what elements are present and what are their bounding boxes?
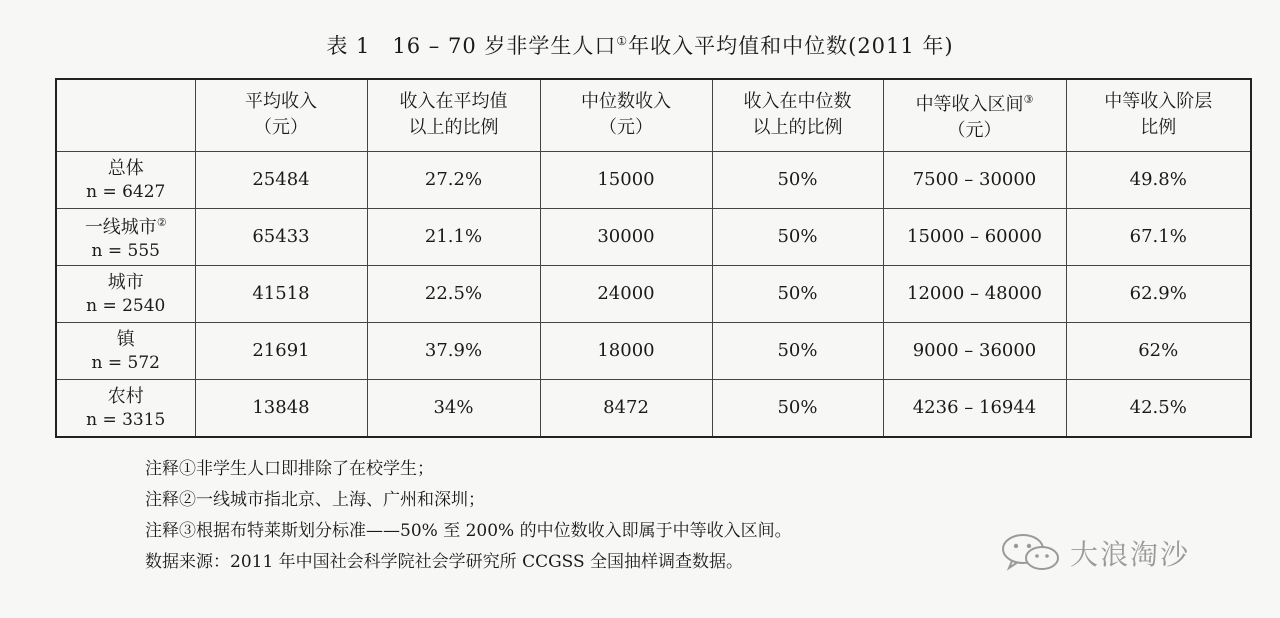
table-row: [56, 380, 1251, 437]
title-footnote-mark: ①: [616, 34, 629, 48]
row-header: [56, 323, 195, 380]
cell-middle-range: 12000 – 48000: [883, 265, 1066, 322]
income-table: [55, 78, 1252, 438]
cell-above-mean: 37.9%: [367, 323, 540, 380]
cell-above-mean: 27.2%: [367, 151, 540, 208]
header-line-1: 收入在中位数: [743, 91, 852, 113]
table-row: [56, 208, 1251, 265]
cell-above-mean: 34%: [367, 380, 540, 437]
cell-mean-income: 41518: [195, 265, 367, 322]
table-row: [56, 151, 1251, 208]
cell-middle-class-share: 62%: [1066, 323, 1251, 380]
row-name: 农村: [107, 386, 144, 408]
row-name: 城市: [107, 271, 144, 293]
header-line-1: 中等收入阶层: [1104, 91, 1213, 113]
cell-above-median: 50%: [712, 323, 883, 380]
header-cell-middle-class-share: [1066, 79, 1251, 151]
cell-above-median: 50%: [712, 380, 883, 437]
cell-middle-class-share: 42.5%: [1066, 380, 1251, 437]
row-header: [56, 151, 195, 208]
table-notes: [145, 454, 792, 578]
header-cell-above-mean: [367, 79, 540, 151]
header-line-1: [884, 87, 1066, 118]
row-name: 一线城市: [84, 217, 157, 239]
watermark: [1000, 532, 1190, 574]
cell-middle-range: 7500 – 30000: [883, 151, 1066, 208]
header-line-2: （元）: [254, 117, 308, 139]
cell-above-median: 50%: [712, 151, 883, 208]
cell-median-income: 15000: [540, 151, 712, 208]
header-line-2: 以上的比例: [752, 117, 843, 139]
row-header: [56, 208, 195, 265]
row-name-wrap: [57, 211, 195, 240]
table-title-rest: 年收入平均值和中位数(2011 年): [628, 34, 954, 58]
table-row: [56, 323, 1251, 380]
cell-middle-class-share: 62.9%: [1066, 265, 1251, 322]
note-2: 注释②一线城市指北京、上海、广州和深圳；: [145, 490, 485, 510]
row-header: [56, 380, 195, 437]
header-line-1: 平均收入: [245, 91, 317, 113]
header-line-1-text: 中等收入区间: [915, 93, 1024, 115]
table-row: [56, 265, 1251, 322]
header-cell-above-median: [712, 79, 883, 151]
header-footnote-mark: ③: [1023, 92, 1034, 106]
cell-middle-range: 15000 – 60000: [883, 208, 1066, 265]
header-cell-mean-income: [195, 79, 367, 151]
wechat-icon: [1000, 532, 1062, 574]
row-sample-size: n = 6427: [86, 181, 166, 202]
cell-median-income: 18000: [540, 323, 712, 380]
cell-mean-income: 25484: [195, 151, 367, 208]
cell-above-median: 50%: [712, 265, 883, 322]
row-header: [56, 265, 195, 322]
cell-middle-range: 4236 – 16944: [883, 380, 1066, 437]
watermark-text: 大浪淘沙: [1070, 538, 1191, 571]
cell-median-income: 30000: [540, 208, 712, 265]
cell-middle-range: 9000 – 36000: [883, 323, 1066, 380]
row-name: 总体: [107, 157, 144, 179]
cell-middle-class-share: 67.1%: [1066, 208, 1251, 265]
data-source-note: 数据来源：2011 年中国社会科学院社会学研究所 CCGSS 全国抽样调查数据。: [145, 552, 744, 572]
header-cell-middle-range: [883, 79, 1066, 151]
cell-above-mean: 22.5%: [367, 265, 540, 322]
cell-mean-income: 13848: [195, 380, 367, 437]
header-line-2: （元）: [599, 117, 653, 139]
note-3: 注释③根据布特莱斯划分标准——50% 至 200% 的中位数收入即属于中等收入区间。: [145, 521, 792, 541]
table-title-text: 表 1 16 – 70 岁非学生人口: [326, 34, 617, 58]
cell-mean-income: 65433: [195, 208, 367, 265]
header-row: [56, 79, 1251, 151]
header-line-2: 以上的比例: [408, 117, 499, 139]
header-line-1: 中位数收入: [581, 91, 671, 113]
header-line-2: （元）: [947, 119, 1002, 141]
cell-above-mean: 21.1%: [367, 208, 540, 265]
cell-mean-income: 21691: [195, 323, 367, 380]
row-name: 镇: [116, 329, 135, 351]
cell-middle-class-share: 49.8%: [1066, 151, 1251, 208]
header-cell-corner: [56, 79, 195, 151]
row-sample-size: n = 572: [91, 353, 160, 374]
cell-median-income: 8472: [540, 380, 712, 437]
cell-above-median: 50%: [712, 208, 883, 265]
header-line-1: 收入在平均值: [399, 91, 508, 113]
row-footnote-mark: ②: [156, 216, 167, 230]
header-cell-median-income: [540, 79, 712, 151]
header-line-2: 比例: [1140, 117, 1177, 139]
row-sample-size: n = 3315: [86, 410, 166, 431]
cell-median-income: 24000: [540, 265, 712, 322]
row-sample-size: n = 555: [91, 241, 160, 262]
note-1: 注释①非学生人口即排除了在校学生；: [145, 459, 434, 479]
row-sample-size: n = 2540: [86, 295, 166, 316]
table-title: [0, 30, 1280, 60]
